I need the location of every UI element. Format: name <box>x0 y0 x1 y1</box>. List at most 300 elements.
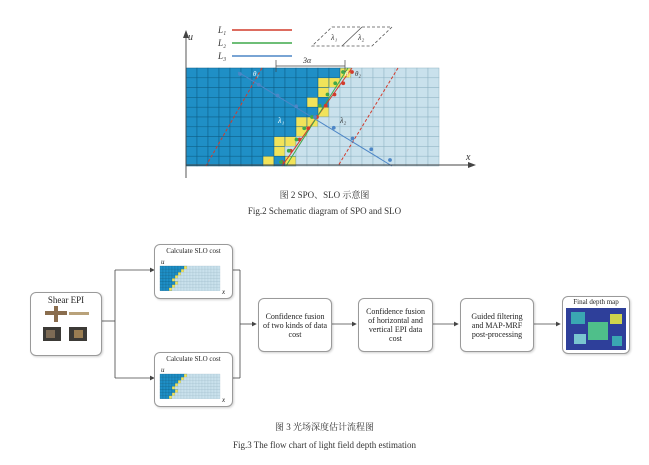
mini-epi-cell <box>169 377 172 380</box>
mini-epi-cell <box>214 380 217 383</box>
mini-epi-cell <box>196 390 199 393</box>
mini-epi-cell <box>211 272 214 275</box>
inset-lambda1: λ₁ <box>331 33 338 42</box>
mini-epi-cell <box>193 269 196 272</box>
mini-epi-cell <box>175 282 178 285</box>
mini-epi-cell <box>217 266 220 269</box>
mini-epi-cell <box>187 272 190 275</box>
mini-epi-cell <box>181 275 184 278</box>
confidence-fusion-box <box>258 298 332 352</box>
mini-epi-cell <box>196 393 199 396</box>
mini-epi-cell <box>163 269 166 272</box>
mini-epi-cell <box>172 377 175 380</box>
mini-epi-cell <box>169 383 172 386</box>
mini-epi-cell <box>190 393 193 396</box>
mini-epi-cell <box>181 396 184 399</box>
mini-epi-cell <box>199 275 202 278</box>
mini-epi-cell <box>208 275 211 278</box>
mini-epi-cell <box>178 285 181 288</box>
mini-epi-cell <box>202 393 205 396</box>
mini-epi-cell <box>160 390 163 393</box>
mini-epi-cell <box>175 393 178 396</box>
final-depth-map-title: Final depth map <box>573 298 619 306</box>
mini-epi-cell <box>169 282 172 285</box>
mini-epi-cell <box>178 390 181 393</box>
mini-epi-cell <box>205 374 208 377</box>
mini-epi-cell <box>208 285 211 288</box>
mini-epi-cell <box>166 275 169 278</box>
mini-epi-cell <box>199 288 202 291</box>
mini-epi-cell <box>190 383 193 386</box>
mini-epi-cell <box>214 288 217 291</box>
mini-epi-cell <box>211 393 214 396</box>
mini-epi-cell <box>166 288 169 291</box>
mini-epi-cell <box>205 383 208 386</box>
mini-epi-cell <box>178 269 181 272</box>
mini-epi-cell <box>190 285 193 288</box>
mini-epi-cell <box>205 396 208 399</box>
region-lambda1: λ₁ <box>278 116 285 125</box>
mini-epi-cell <box>217 393 220 396</box>
mini-epi-cell <box>199 269 202 272</box>
mini-epi-cell <box>184 386 187 389</box>
mini-epi-cell <box>169 396 172 399</box>
mini-epi-cell <box>202 272 205 275</box>
final-depth-map-box <box>562 296 630 354</box>
depth-map-image <box>566 308 626 350</box>
mini-epi-cell <box>163 380 166 383</box>
mini-epi-cell <box>208 393 211 396</box>
mini-epi-cell <box>190 390 193 393</box>
mini-epi-cell <box>160 272 163 275</box>
mini-epi-cell <box>217 288 220 291</box>
mini-epi-cell <box>202 269 205 272</box>
mini-epi-cell <box>208 269 211 272</box>
epi-thumbnail-1-face <box>46 330 55 338</box>
legend-label-l2: L₂ <box>218 38 227 48</box>
mini-epi-cell <box>166 374 169 377</box>
mini-epi-cell <box>184 275 187 278</box>
mini-epi-cell <box>187 380 190 383</box>
mini-epi-cell <box>205 393 208 396</box>
mini-epi-cell <box>199 386 202 389</box>
mini-epi-cell <box>181 393 184 396</box>
mini-epi-cell <box>175 396 178 399</box>
mini-epi-cell <box>193 380 196 383</box>
mini-epi-cell <box>217 275 220 278</box>
mini-epi-cell <box>184 278 187 281</box>
mini-epi-cell <box>190 278 193 281</box>
mini-epi-cell <box>208 288 211 291</box>
mini-epi-cell <box>178 278 181 281</box>
mini-epi-cell <box>211 383 214 386</box>
mini-epi-cell <box>178 374 181 377</box>
mini-epi-cell <box>160 275 163 278</box>
mini-epi-cell <box>211 374 214 377</box>
slo-cost-box-top <box>154 244 233 299</box>
mini-epi-cell <box>169 380 172 383</box>
mini-epi-cell <box>214 275 217 278</box>
mini-epi-cell <box>199 390 202 393</box>
mini-epi-cell <box>172 374 175 377</box>
mini-epi-cell <box>211 288 214 291</box>
mini-epi-cell <box>184 288 187 291</box>
depth-region-5 <box>612 336 622 346</box>
mini-epi-cell <box>166 282 169 285</box>
mini-epi-cell <box>214 386 217 389</box>
mini-epi-cell <box>193 374 196 377</box>
mini-epi-cell <box>211 386 214 389</box>
mini-epi-cell <box>181 285 184 288</box>
mini-epi-cell <box>214 383 217 386</box>
mini-epi-cell <box>187 396 190 399</box>
mini-epi-cell <box>202 396 205 399</box>
mini-epi-cell <box>199 282 202 285</box>
mini-epi-cell <box>208 272 211 275</box>
mini-epi-cell <box>190 275 193 278</box>
mini-epi-cell <box>193 386 196 389</box>
mini-epi-cell <box>196 396 199 399</box>
mini-epi-cell <box>193 285 196 288</box>
mini-epi-cell <box>208 374 211 377</box>
mini-epi-cell <box>193 390 196 393</box>
mini-epi-cell <box>214 282 217 285</box>
mini-epi-cell <box>214 396 217 399</box>
mini-epi-cell <box>169 269 172 272</box>
x-axis-label: x <box>466 152 471 163</box>
mini-epi-cell <box>175 278 178 281</box>
mini-epi-cell <box>208 282 211 285</box>
mini-epi-cell <box>187 390 190 393</box>
mini-epi-cell <box>193 377 196 380</box>
mini-epi-cell <box>166 386 169 389</box>
epi-fusion-text: Confidence fusion of horizontal and vertical EPI data cost <box>366 307 425 343</box>
mini-epi-cell <box>205 266 208 269</box>
mini-epi-cell <box>205 386 208 389</box>
mini-epi-cell <box>199 285 202 288</box>
mini-epi-cell <box>178 386 181 389</box>
mini-epi-cell <box>163 285 166 288</box>
mini-epi-grid-top <box>160 266 220 291</box>
mini-epi-cell <box>214 266 217 269</box>
mini-epi-cell <box>184 272 187 275</box>
slo-bottom-axis-x: x <box>221 396 225 404</box>
mini-epi-cell <box>166 285 169 288</box>
mini-epi-cell <box>184 383 187 386</box>
mini-epi-cell <box>202 278 205 281</box>
mini-epi-cell <box>193 278 196 281</box>
figure3-caption-en: Fig.3 The flow chart of light field depth estimation <box>232 440 417 450</box>
mini-epi-cell <box>199 374 202 377</box>
mini-epi-cell <box>217 396 220 399</box>
mini-epi-cell <box>208 377 211 380</box>
mini-epi-cell <box>160 266 163 269</box>
mini-epi-cell <box>211 380 214 383</box>
post-processing-text: Guided filtering and MAP-MRF post-processing <box>471 311 523 339</box>
mini-epi-cell <box>175 377 178 380</box>
mini-epi-cell <box>202 383 205 386</box>
mini-epi-cell <box>214 269 217 272</box>
mini-epi-cell <box>166 390 169 393</box>
mini-epi-cell <box>214 377 217 380</box>
mini-epi-cell <box>178 275 181 278</box>
mini-epi-cell <box>169 390 172 393</box>
mini-epi-cell <box>166 396 169 399</box>
mini-epi-cell <box>181 383 184 386</box>
mini-epi-cell <box>184 396 187 399</box>
mini-epi-cell <box>217 285 220 288</box>
mini-epi-cell <box>187 275 190 278</box>
mini-epi-cell <box>184 390 187 393</box>
mini-epi-cell <box>172 380 175 383</box>
mini-epi-cell <box>187 288 190 291</box>
slo-bottom-title: Calculate SLO cost <box>166 355 221 363</box>
mini-epi-cell <box>202 288 205 291</box>
span-label: 3α <box>303 56 312 65</box>
mini-epi-cell <box>160 377 163 380</box>
mini-epi-cell <box>214 390 217 393</box>
mini-epi-cell <box>211 396 214 399</box>
mini-epi-cell <box>175 390 178 393</box>
mini-epi-cell <box>172 390 175 393</box>
mini-epi-cell <box>169 288 172 291</box>
mini-epi-cell <box>178 396 181 399</box>
mini-epi-cell <box>205 377 208 380</box>
mini-epi-cell <box>205 269 208 272</box>
mini-epi-cell <box>196 285 199 288</box>
mini-epi-cell <box>202 282 205 285</box>
mini-epi-cell <box>172 383 175 386</box>
mini-epi-cell <box>196 386 199 389</box>
mini-epi-cell <box>211 269 214 272</box>
mini-epi-cell <box>181 278 184 281</box>
mini-epi-cell <box>178 383 181 386</box>
mini-epi-cell <box>163 390 166 393</box>
mini-epi-cell <box>196 377 199 380</box>
shear-epi-box <box>30 292 102 356</box>
mini-epi-cell <box>211 282 214 285</box>
mini-epi-cell <box>199 396 202 399</box>
mini-epi-cell <box>175 380 178 383</box>
mini-epi-cell <box>214 278 217 281</box>
mini-epi-cell <box>211 285 214 288</box>
mini-epi-cell <box>190 374 193 377</box>
mini-epi-cell <box>166 278 169 281</box>
mini-epi-cell <box>169 275 172 278</box>
mini-epi-cell <box>178 266 181 269</box>
mini-epi-cell <box>196 269 199 272</box>
mini-epi-cell <box>181 288 184 291</box>
mini-epi-cell <box>187 386 190 389</box>
mini-epi-cell <box>187 266 190 269</box>
mini-epi-cell <box>163 272 166 275</box>
mini-epi-cell <box>172 266 175 269</box>
mini-epi-cell <box>193 393 196 396</box>
mini-epi-cell <box>169 393 172 396</box>
mini-epi-cell <box>187 278 190 281</box>
figure3-caption-cn: 图 3 光场深度估计流程图 <box>274 422 374 432</box>
mini-epi-cell <box>196 272 199 275</box>
mini-epi-cell <box>202 377 205 380</box>
mini-epi-cell <box>163 275 166 278</box>
shear-epi-illustration <box>33 305 99 349</box>
mini-epi-cell <box>211 266 214 269</box>
mini-epi-cell <box>199 266 202 269</box>
mini-epi-cell <box>202 386 205 389</box>
mini-epi-cell <box>217 380 220 383</box>
mini-epi-cell <box>217 386 220 389</box>
mini-epi-cell <box>196 383 199 386</box>
u-axis-label: u <box>188 32 193 43</box>
mini-epi-cell <box>199 393 202 396</box>
mini-epi-cell <box>184 285 187 288</box>
mini-epi-cell <box>193 396 196 399</box>
mini-epi-cell <box>205 380 208 383</box>
mini-epi-cell <box>181 386 184 389</box>
mini-epi-cell <box>166 272 169 275</box>
confidence-fusion-text: Confidence fusion of two kinds of data cost <box>263 311 327 339</box>
mini-epi-cell <box>160 282 163 285</box>
mini-epi-cell <box>190 377 193 380</box>
mini-epi-cell <box>217 383 220 386</box>
legend-label-l3: L₃ <box>218 51 227 61</box>
mini-epi-cell <box>190 266 193 269</box>
mini-epi-grid-bottom <box>160 374 220 399</box>
mini-epi-cell <box>214 374 217 377</box>
mini-epi-cell <box>196 288 199 291</box>
mini-epi-cell <box>217 374 220 377</box>
mini-epi-cell <box>172 275 175 278</box>
mini-epi-cell <box>217 272 220 275</box>
mini-epi-cell <box>196 275 199 278</box>
mini-epi-cell <box>160 380 163 383</box>
mini-epi-cell <box>187 383 190 386</box>
mini-epi-cell <box>217 282 220 285</box>
mini-epi-cell <box>190 288 193 291</box>
mini-epi-cell <box>178 393 181 396</box>
region-lambda2: λ₂ <box>340 116 347 125</box>
mini-epi-cell <box>175 272 178 275</box>
mini-epi-cell <box>172 396 175 399</box>
mini-epi-cell <box>196 282 199 285</box>
mini-epi-cell <box>199 272 202 275</box>
mini-epi-cell <box>190 380 193 383</box>
mini-epi-cell <box>178 288 181 291</box>
mini-epi-cell <box>214 393 217 396</box>
mini-epi-cell <box>187 282 190 285</box>
mini-epi-cell <box>160 288 163 291</box>
mini-epi-cell <box>208 396 211 399</box>
mini-epi-cell <box>184 380 187 383</box>
mini-epi-cell <box>199 380 202 383</box>
mini-epi-cell <box>208 380 211 383</box>
mini-epi-cell <box>160 393 163 396</box>
mini-epi-cell <box>163 288 166 291</box>
mini-epi-cell <box>163 266 166 269</box>
mini-epi-cell <box>166 383 169 386</box>
mini-epi-cell <box>211 377 214 380</box>
mini-epi-cell <box>160 269 163 272</box>
mini-epi-cell <box>175 275 178 278</box>
mini-epi-cell <box>163 377 166 380</box>
slo-bottom-axis-u: u <box>160 366 164 374</box>
mini-epi-cell <box>163 396 166 399</box>
mini-epi-cell <box>175 285 178 288</box>
mini-epi-cell <box>178 377 181 380</box>
mini-epi-cell <box>205 272 208 275</box>
mini-epi-cell <box>181 390 184 393</box>
mini-epi-cell <box>184 266 187 269</box>
depth-region-3 <box>610 314 622 324</box>
mini-epi-cell <box>196 266 199 269</box>
mini-epi-cell <box>181 282 184 285</box>
mini-epi-cell <box>205 390 208 393</box>
mini-epi-cell <box>184 393 187 396</box>
mini-epi-cell <box>196 374 199 377</box>
mini-epi-cell <box>178 380 181 383</box>
mini-epi-cell <box>190 269 193 272</box>
depth-region-1 <box>571 312 585 324</box>
mini-epi-cell <box>217 390 220 393</box>
mini-epi-cell <box>199 383 202 386</box>
mini-epi-cell <box>172 393 175 396</box>
figure2-caption-cn: 图 2 SPO、SLO 示意图 <box>279 190 370 200</box>
mini-epi-cell <box>190 282 193 285</box>
shear-epi-title: Shear EPI <box>47 295 85 305</box>
mini-epi-cell <box>196 380 199 383</box>
depth-region-2 <box>588 322 608 340</box>
mini-epi-cell <box>178 272 181 275</box>
mini-epi-cell <box>205 285 208 288</box>
inset-lambda2: λ₂ <box>358 33 365 42</box>
mini-epi-cell <box>175 374 178 377</box>
mini-epi-cell <box>205 275 208 278</box>
mini-epi-cell <box>160 278 163 281</box>
mini-epi-cell <box>211 275 214 278</box>
theta-left-label: θ₁ <box>253 70 259 78</box>
mini-epi-cell <box>163 383 166 386</box>
mini-epi-cell <box>217 269 220 272</box>
mini-epi-cell <box>211 390 214 393</box>
mini-epi-cell <box>187 269 190 272</box>
mini-epi-cell <box>169 374 172 377</box>
epi-fusion-box <box>358 298 433 352</box>
mini-epi-cell <box>190 272 193 275</box>
mini-epi-cell <box>193 383 196 386</box>
mini-epi-cell <box>163 386 166 389</box>
mini-epi-cell <box>184 269 187 272</box>
mini-epi-cell <box>199 278 202 281</box>
mini-epi-cell <box>181 266 184 269</box>
post-processing-box <box>460 298 534 352</box>
mini-epi-cell <box>208 383 211 386</box>
mini-epi-cell <box>172 269 175 272</box>
mini-epi-cell <box>169 285 172 288</box>
mini-epi-cell <box>202 266 205 269</box>
mini-epi-cell <box>217 377 220 380</box>
mini-epi-cell <box>181 374 184 377</box>
mini-epi-cell <box>202 285 205 288</box>
mini-epi-cell <box>205 282 208 285</box>
mini-epi-cell <box>163 374 166 377</box>
slo-top-axis-u: u <box>160 258 164 266</box>
mini-epi-cell <box>160 396 163 399</box>
mini-epi-cell <box>178 282 181 285</box>
figure2-caption-en: Fig.2 Schematic diagram of SPO and SLO <box>247 206 402 216</box>
mini-epi-cell <box>166 393 169 396</box>
mini-epi-cell <box>193 282 196 285</box>
mini-epi-cell <box>166 266 169 269</box>
